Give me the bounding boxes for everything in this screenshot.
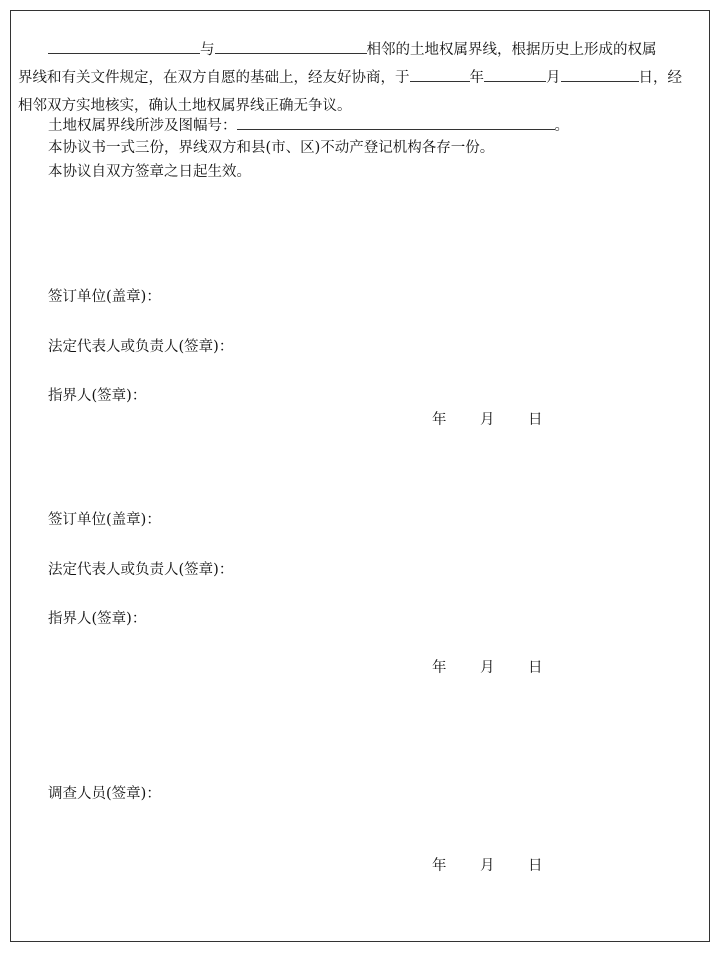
map-sheet-end: 。	[554, 118, 569, 134]
map-sheet-blank[interactable]	[237, 114, 555, 130]
map-sheet-label: 土地权属界线所涉及图幅号：	[48, 118, 237, 134]
party1-date-year: 年	[432, 412, 447, 428]
party2-date-month: 月	[480, 660, 495, 676]
year-blank[interactable]	[410, 66, 470, 82]
month-blank[interactable]	[484, 66, 546, 82]
party2-date-day: 日	[528, 660, 543, 676]
month-text: 月	[546, 70, 561, 86]
party-a-blank[interactable]	[48, 38, 200, 54]
agreement-paragraph	[18, 36, 708, 120]
party1-pointer-label: 指界人(签章)：	[48, 388, 147, 404]
party1-unit-label: 签订单位(盖章)：	[48, 289, 161, 305]
day-blank[interactable]	[561, 66, 639, 82]
line1-tail-text: 相邻的土地权属界线，根据历史上形成的权属	[366, 42, 657, 58]
party2-legal-rep-label: 法定代表人或负责人(签章)：	[48, 562, 234, 578]
agreement-line-1	[18, 36, 708, 64]
with-text: 与	[200, 42, 215, 58]
map-sheet-line	[48, 114, 569, 136]
copies-text: 本协议书一式三份，界线双方和县(市、区)不动产登记机构各存一份。	[48, 140, 495, 156]
effective-text: 本协议自双方签章之日起生效。	[48, 164, 251, 180]
surveyor-date-year: 年	[432, 858, 447, 874]
day-text: 日，经	[638, 70, 682, 86]
line2-head-text: 界线和有关文件规定，在双方自愿的基础上，经友好协商，于	[18, 70, 410, 86]
party1-date-day: 日	[528, 412, 543, 428]
year-text: 年	[469, 70, 484, 86]
surveyor-date-month: 月	[480, 858, 495, 874]
surveyor-date-day: 日	[528, 858, 543, 874]
party1-date-month: 月	[480, 412, 495, 428]
party1-legal-rep-label: 法定代表人或负责人(签章)：	[48, 339, 234, 355]
agreement-line-2	[18, 64, 708, 92]
party-b-blank[interactable]	[215, 38, 367, 54]
party2-date-year: 年	[432, 660, 447, 676]
party2-pointer-label: 指界人(签章)：	[48, 611, 147, 627]
party2-unit-label: 签订单位(盖章)：	[48, 512, 161, 528]
line3-text: 相邻双方实地核实，确认土地权属界线正确无争议。	[18, 98, 352, 114]
surveyor-label: 调查人员(签章)：	[48, 786, 161, 802]
